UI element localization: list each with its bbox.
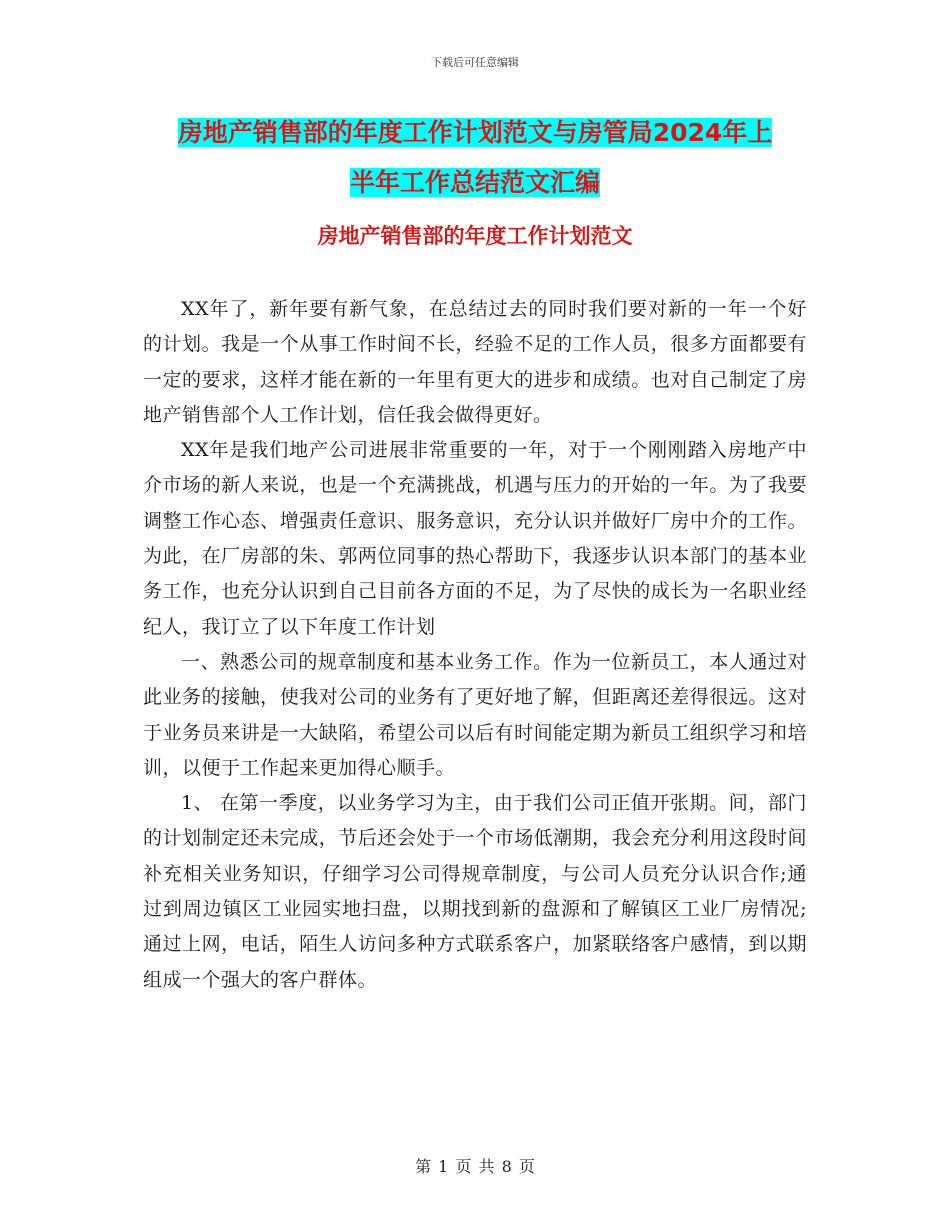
body-text [143,292,807,998]
page-header-note: 下载后可任意编辑 [431,56,519,69]
paragraph: XX年了，新年要有新气象，在总结过去的同时我们要对新的一年一个好的计划。我是一个从事工作时间不长，经验不足的工作人员，很多方面都要有一定的要求，这样才能在新的一年里有更大的进步和成绩。也对自己制定了房地产销售部个人工作计划，信任我会做得更好。 [143,298,807,426]
document-title-line-1: 房地产销售部的年度工作计划范文与房管局2024年上 [177,118,773,147]
paragraph: XX年是我们地产公司进展非常重要的一年，对于一个刚刚踏入房地产中介市场的新人来说，也是一个充满挑战，机遇与压力的开始的一年。为了我要调整工作心态、增强责任意识、服务意识，充分认识并做好厂房中介的工作。为此，在厂房部的朱、郭两位同事的热心帮助下，我逐步认识本部门的基本业务工作，也充分认识到自己目前各方面的不足，为了尽快的成长为一名职业经纪人，我订立了以下年度工作计划 [143,439,807,638]
paragraph: 1、 在第一季度，以业务学习为主，由于我们公司正值开张期。间，部门的计划制定还未完成，节后还会处于一个市场低潮期，我会充分利用这段时间补充相关业务知识，仔细学习公司得规章制度，与公司人员充分认识合作;通过到周边镇区工业园实地扫盘，以期找到新的盘源和了解镇区工业厂房情况;通过上网，电话，陌生人访问多种方式联系客户，加紧联络客户感情，到以期组成一个强大的客户群体。 [143,792,807,991]
document-title-line-2: 半年工作总结范文汇编 [349,168,600,197]
paragraph: 一、熟悉公司的规章制度和基本业务工作。作为一位新员工，本人通过对此业务的接触，使我对公司的业务有了更好地了解，但距离还差得很远。这对于业务员来讲是一大缺陷，希望公司以后有时间能定期为新员工组织学习和培训，以便于工作起来更加得心顺手。 [143,650,807,779]
document-title [150,108,800,208]
page-number: 第 1 页 共 8 页 [415,1157,535,1176]
section-heading: 房地产销售部的年度工作计划范文 [317,224,633,248]
